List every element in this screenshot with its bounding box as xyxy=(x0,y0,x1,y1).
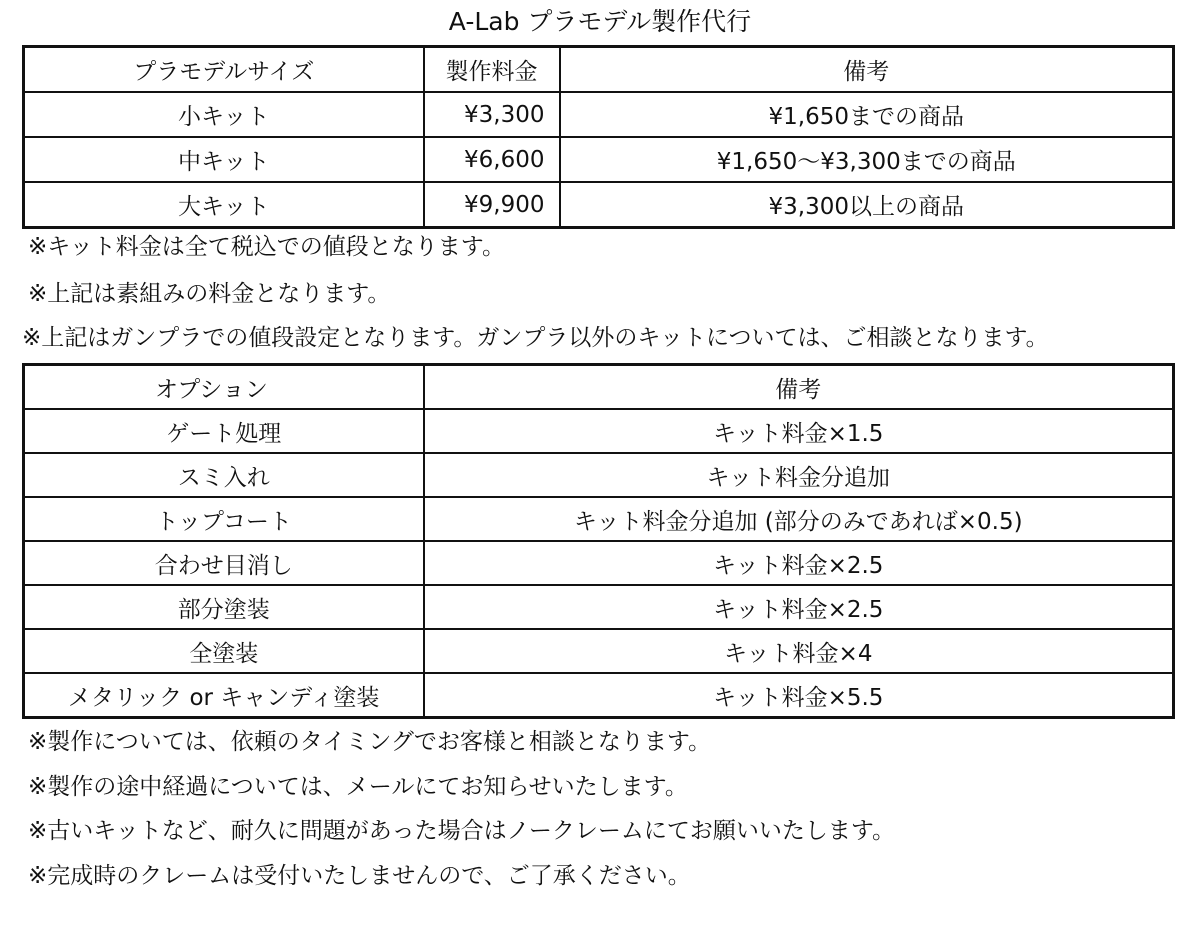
header-size: プラモデルサイズ xyxy=(24,47,424,93)
kit-size: 大キット xyxy=(24,182,424,228)
option-note: キット料金×2.5 xyxy=(424,541,1174,585)
option-note: キット料金分追加 xyxy=(424,453,1174,497)
note-tax: ※キット料金は全て税込での値段となります。 xyxy=(28,234,505,260)
table-row xyxy=(24,497,1174,541)
kit-size: 中キット xyxy=(24,137,424,182)
table-row xyxy=(24,453,1174,497)
option-note: キット料金×2.5 xyxy=(424,585,1174,629)
option-name: スミ入れ xyxy=(24,453,424,497)
kit-note: ¥3,300以上の商品 xyxy=(560,182,1174,228)
option-note: キット料金×1.5 xyxy=(424,409,1174,453)
option-table xyxy=(22,363,1175,719)
note-schedule: ※製作については、依頼のタイミングでお客様と相談となります。 xyxy=(28,729,712,755)
header-option-note: 備考 xyxy=(424,365,1174,410)
option-name: 全塗装 xyxy=(24,629,424,673)
table-row xyxy=(24,92,1174,137)
option-name: メタリック or キャンディ塗装 xyxy=(24,673,424,718)
header-option: オプション xyxy=(24,365,424,410)
kit-price: ¥9,900 xyxy=(424,182,560,228)
kit-price: ¥6,600 xyxy=(424,137,560,182)
note-progress: ※製作の途中経過については、メールにてお知らせいたします。 xyxy=(28,774,688,800)
option-table-header xyxy=(24,365,1174,410)
kit-note: ¥1,650〜¥3,300までの商品 xyxy=(560,137,1174,182)
kit-price: ¥3,300 xyxy=(424,92,560,137)
option-note: キット料金分追加 (部分のみであれば×0.5) xyxy=(424,497,1174,541)
option-name: トップコート xyxy=(24,497,424,541)
option-name: 部分塗装 xyxy=(24,585,424,629)
kit-size: 小キット xyxy=(24,92,424,137)
table-row xyxy=(24,137,1174,182)
table-row xyxy=(24,629,1174,673)
option-note: キット料金×4 xyxy=(424,629,1174,673)
table-row xyxy=(24,585,1174,629)
price-table-header xyxy=(24,47,1174,93)
page-title: A-Lab プラモデル製作代行 xyxy=(448,7,752,36)
header-note: 備考 xyxy=(560,47,1174,93)
note-old-kits: ※古いキットなど、耐久に問題があった場合はノークレームにてお願いいたします。 xyxy=(28,818,896,844)
header-price: 製作料金 xyxy=(424,47,560,93)
table-row xyxy=(24,673,1174,718)
table-row xyxy=(24,409,1174,453)
table-row xyxy=(24,182,1174,228)
note-no-claims: ※完成時のクレームは受付いたしませんので、ご了承ください。 xyxy=(28,863,691,889)
table-row xyxy=(24,541,1174,585)
option-name: 合わせ目消し xyxy=(24,541,424,585)
option-note: キット料金×5.5 xyxy=(424,673,1174,718)
price-table xyxy=(22,45,1175,229)
note-basic-build: ※上記は素組みの料金となります。 xyxy=(28,281,391,307)
note-gunpla-pricing: ※上記はガンプラでの値段設定となります。ガンプラ以外のキットについては、ご相談となります。 xyxy=(22,325,1049,351)
option-name: ゲート処理 xyxy=(24,409,424,453)
kit-note: ¥1,650までの商品 xyxy=(560,92,1174,137)
